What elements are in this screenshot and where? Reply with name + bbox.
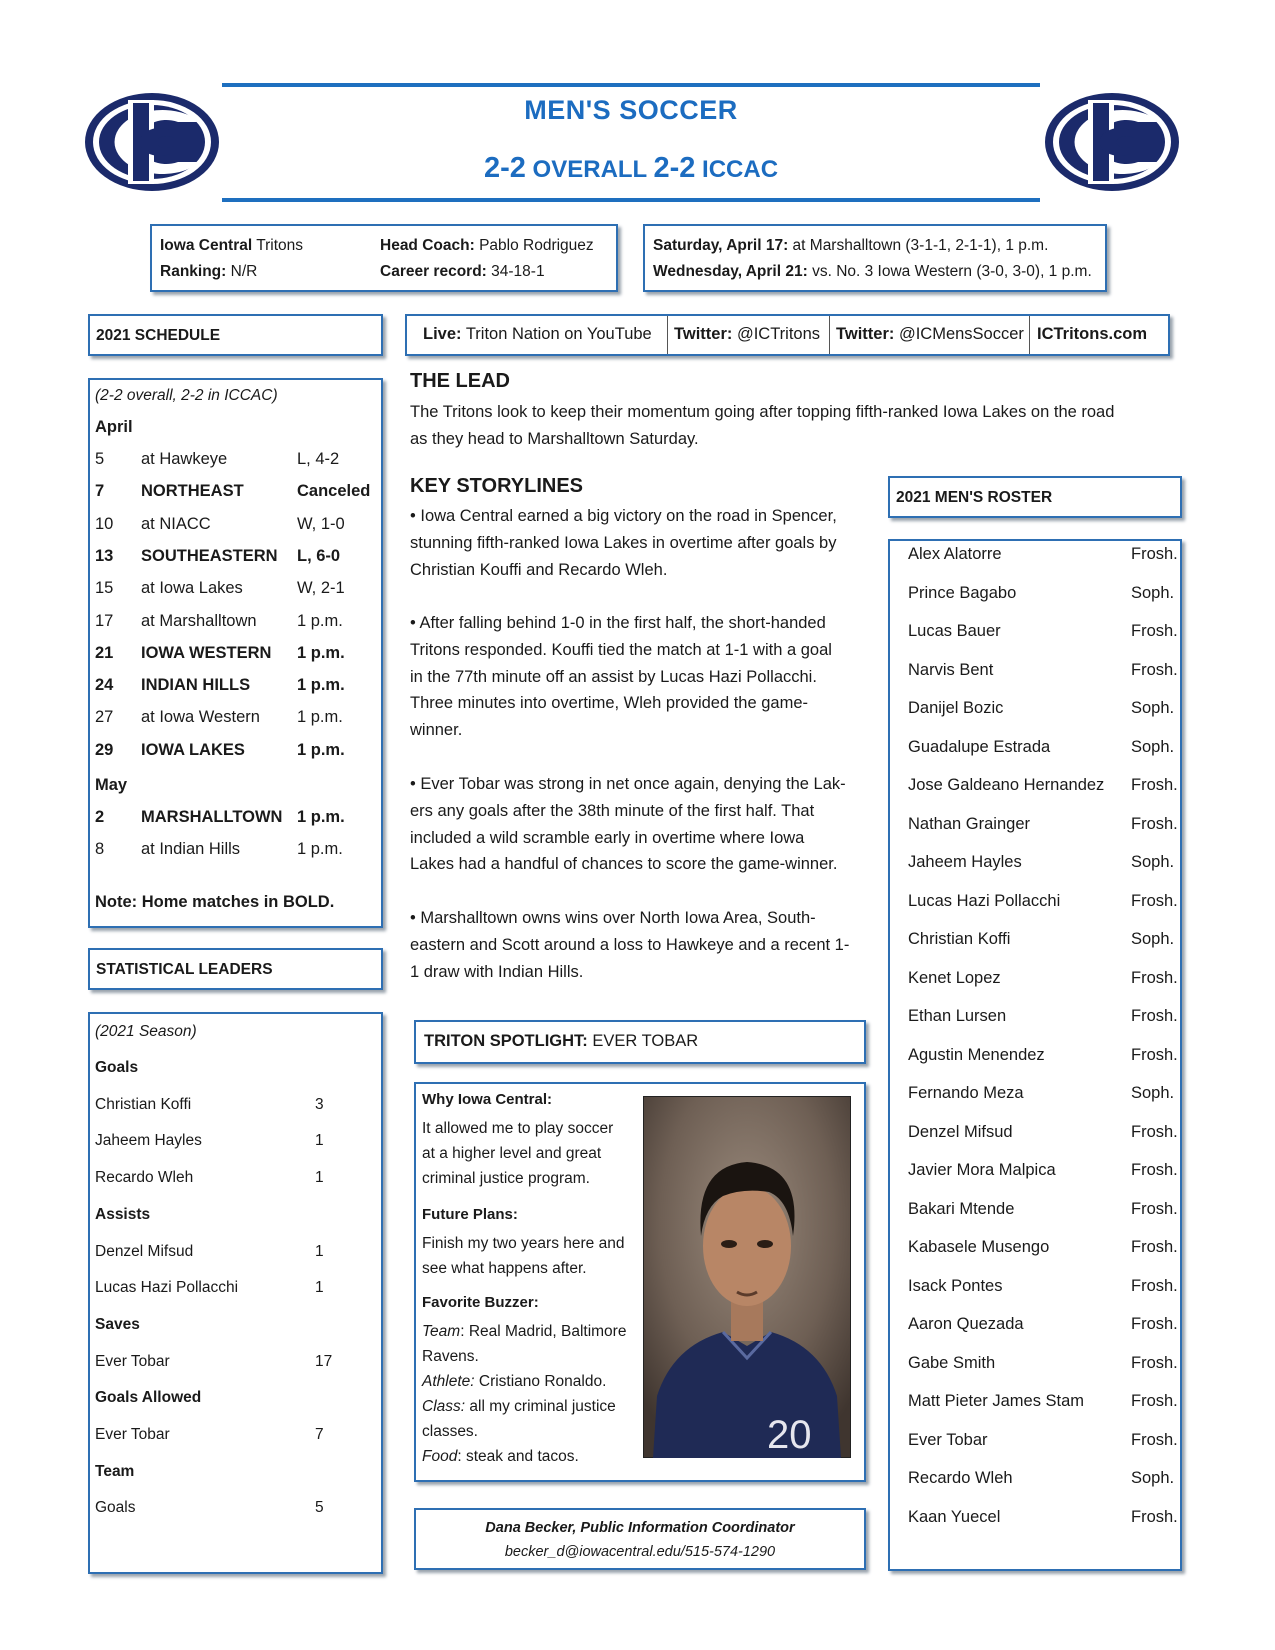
game-day: 10 [95, 514, 114, 533]
player-name: Aaron Quezada [908, 1315, 1024, 1333]
conf-record: 2-2 [653, 152, 696, 184]
game-day: 15 [95, 579, 114, 598]
player-class: Soph. [1131, 737, 1175, 756]
month-april: April [95, 418, 133, 436]
header-rule-bottom [222, 198, 1040, 202]
stats-heading: STATISTICAL LEADERS [96, 961, 273, 978]
fav-athlete-key: Athlete: [422, 1373, 475, 1390]
storyline-line: winner. [410, 721, 463, 740]
stat-player: Jaheem Hayles [95, 1132, 202, 1150]
schedule-heading: 2021 SCHEDULE [96, 327, 221, 344]
storyline-line: • Marshalltown owns wins over North Iowa Area, South- [410, 909, 816, 927]
twitter-menssoccer-link[interactable]: @ICMensSoccer [898, 325, 1024, 343]
game-day: 7 [95, 482, 105, 501]
player-class: Frosh. [1131, 1353, 1178, 1372]
player-name: Recardo Wleh [908, 1469, 1013, 1487]
following-game-date: Wednesday, April 21: [653, 263, 808, 280]
why-text [422, 1116, 613, 1191]
player-name: Matt Pieter James Stam [908, 1392, 1085, 1410]
storyline-line: included a wild scramble early in overtime where Iowa [410, 828, 805, 847]
player-class: Frosh. [1131, 776, 1178, 794]
stats-heading-box [88, 948, 383, 990]
head-coach [380, 237, 594, 255]
team-name-rest: Tritons [256, 237, 303, 254]
stat-value: 1 [315, 1169, 324, 1187]
player-name: Fernando Meza [908, 1084, 1024, 1102]
game-result: 1 p.m. [297, 840, 343, 859]
player-name: Jaheem Hayles [908, 853, 1022, 871]
player-class: Frosh. [1131, 1276, 1178, 1295]
media-bar [405, 314, 1170, 356]
player-name: Prince Bagabo [908, 583, 1017, 602]
following-game [653, 263, 1092, 281]
why-line: criminal justice program. [422, 1170, 590, 1187]
stats-category: Goals Allowed [95, 1389, 202, 1407]
player-class: Frosh. [1131, 1045, 1178, 1064]
stat-value: 3 [315, 1095, 324, 1113]
coach-value: Pablo Rodriguez [479, 237, 594, 254]
divider [829, 316, 830, 354]
schedule-note: Note: Home matches in BOLD. [95, 893, 335, 911]
fav-team-value-cont: Ravens. [422, 1348, 479, 1365]
storyline-line: • After falling behind 1-0 in the first half, the short-handed [410, 614, 826, 632]
fav-team-value: : Real Madrid, Baltimore [460, 1323, 627, 1340]
game-opponent: at NIACC [141, 514, 211, 533]
stat-player: Denzel Mifsud [95, 1242, 194, 1260]
game-opponent: SOUTHEASTERN [141, 546, 278, 565]
stat-player: Lucas Hazi Pollacchi [95, 1279, 239, 1297]
stat-value: 1 [315, 1242, 324, 1260]
storyline-line: ers any goals after the 38th minute of the first half. That [410, 801, 815, 820]
player-name: Isack Pontes [908, 1276, 1003, 1295]
lead-text-line: The Tritons look to keep their momentum going after topping fifth-ranked Iowa Lakes on the road [410, 403, 1115, 421]
game-day: 21 [95, 643, 114, 662]
divider [667, 316, 668, 354]
contact-box [414, 1508, 866, 1570]
stats-category: Team [95, 1462, 135, 1480]
upcoming-games-box [643, 224, 1107, 292]
player-name: Agustin Menendez [908, 1045, 1045, 1064]
stat-player: Ever Tobar [95, 1352, 170, 1370]
game-day: 24 [95, 676, 114, 695]
game-result: W, 1-0 [297, 514, 345, 533]
game-opponent: at Marshalltown [141, 611, 257, 630]
why-line: It allowed me to play soccer [422, 1120, 614, 1137]
website-text: ICTritons.com [1037, 325, 1148, 343]
ranking-label: Ranking: [160, 263, 227, 280]
game-result: 1 p.m. [297, 740, 345, 759]
player-name: Alex Alatorre [908, 545, 1002, 563]
spotlight-heading [424, 1032, 698, 1051]
roster-heading: 2021 MEN'S ROSTER [896, 489, 1053, 506]
stat-value: 1 [315, 1279, 324, 1297]
page-title: MEN'S SOCCER [524, 95, 738, 125]
player-name: Javier Mora Malpica [908, 1161, 1056, 1179]
game-result: L, 6-0 [297, 546, 341, 565]
fav-team [422, 1319, 626, 1344]
fav-athlete-value: Cristiano Ronaldo. [474, 1373, 607, 1390]
jersey-number: 20 [767, 1413, 812, 1457]
storyline-line: eastern and Scott around a loss to Hawkeye and a recent 1- [410, 935, 850, 954]
lead-heading: THE LEAD [410, 370, 510, 392]
live-label: Live: [423, 325, 462, 343]
game-opponent: INDIAN HILLS [141, 676, 251, 695]
player-name: Denzel Mifsud [908, 1122, 1013, 1141]
player-class: Soph. [1131, 699, 1175, 717]
live-stream [423, 325, 652, 344]
storyline-line: Three minutes into overtime, Wleh provided the game- [410, 694, 809, 713]
ic-logo-left-icon [82, 90, 222, 194]
stats-category: Goals [95, 1059, 139, 1076]
player-photo [643, 1096, 851, 1458]
player-class: Soph. [1131, 1084, 1175, 1102]
month-may: May [95, 776, 128, 794]
game-opponent: IOWA WESTERN [141, 643, 272, 662]
twitter-label: Twitter: [674, 325, 733, 343]
favorites-heading: Favorite Buzzer: [422, 1294, 539, 1311]
player-class: Frosh. [1131, 1122, 1178, 1141]
player-name: Gabe Smith [908, 1353, 996, 1372]
player-name: Christian Koffi [908, 930, 1011, 948]
divider [1029, 316, 1030, 354]
player-class: Frosh. [1131, 1199, 1178, 1218]
why-line: at a higher level and great [422, 1145, 602, 1162]
player-name: Jose Galdeano Hernandez [908, 776, 1105, 794]
spotlight-label: TRITON SPOTLIGHT: [424, 1032, 588, 1050]
player-class: Frosh. [1131, 545, 1178, 563]
stats-season: (2021 Season) [95, 1023, 197, 1040]
player-name: Danijel Bozic [908, 699, 1004, 717]
future-heading: Future Plans: [422, 1206, 518, 1223]
twitter-label: Twitter: [836, 325, 895, 343]
spotlight-heading-box [414, 1020, 866, 1064]
player-class: Soph. [1131, 583, 1175, 602]
contact-email-phone[interactable]: becker_d@iowacentral.edu/515-574-1290 [504, 1544, 776, 1560]
storyline-line: stunning fifth-ranked Iowa Lakes in overtime after goals by [410, 533, 837, 552]
player-name: Kabasele Musengo [908, 1238, 1050, 1256]
player-class: Frosh. [1131, 622, 1178, 640]
player-class: Soph. [1131, 853, 1175, 871]
game-result: 1 p.m. [297, 611, 343, 630]
career-record-value: 34-18-1 [491, 263, 545, 280]
fav-class-value-cont: classes. [422, 1423, 478, 1440]
player-class: Frosh. [1131, 1315, 1178, 1333]
game-day: 27 [95, 708, 114, 727]
game-day: 29 [95, 740, 114, 759]
fav-team-key: Team [422, 1323, 461, 1340]
game-day: 13 [95, 546, 114, 565]
player-name: Narvis Bent [908, 660, 994, 679]
overall-label: OVERALL [532, 156, 647, 183]
stat-player: Recardo Wleh [95, 1169, 194, 1187]
game-opponent: MARSHALLTOWN [141, 808, 283, 826]
storyline-line: • Iowa Central earned a big victory on the road in Spencer, [410, 507, 837, 525]
twitter-tritons-link[interactable]: @ICTritons [736, 325, 821, 343]
game-opponent: at Iowa Lakes [141, 579, 243, 598]
record-line [222, 152, 1040, 185]
storyline-line: Lakes had a handful of chances to score the game-winner. [410, 855, 838, 874]
spotlight-player: EVER TOBAR [592, 1032, 699, 1050]
next-game-detail: at Marshalltown (3-1-1, 2-1-1), 1 p.m. [792, 237, 1049, 254]
game-day: 17 [95, 611, 114, 630]
game-result: 1 p.m. [297, 643, 345, 662]
game-opponent: IOWA LAKES [141, 740, 245, 759]
schedule-heading-box [88, 314, 383, 356]
future-text [422, 1231, 624, 1281]
stat-player: Goals [95, 1499, 136, 1517]
game-opponent: at Indian Hills [141, 840, 241, 859]
player-name: Ever Tobar [908, 1430, 988, 1449]
storyline-line: 1 draw with Indian Hills. [410, 962, 584, 981]
youtube-link[interactable]: Triton Nation on YouTube [465, 325, 652, 343]
stat-player: Ever Tobar [95, 1426, 170, 1443]
player-class: Frosh. [1131, 1007, 1178, 1025]
game-result: 1 p.m. [297, 676, 345, 695]
player-class: Frosh. [1131, 1238, 1178, 1256]
stat-player: Christian Koffi [95, 1095, 192, 1113]
player-class: Frosh. [1131, 660, 1178, 679]
player-class: Frosh. [1131, 1507, 1178, 1526]
stat-value: 5 [315, 1499, 324, 1517]
game-opponent: NORTHEAST [141, 482, 244, 501]
schedule-record: (2-2 overall, 2-2 in ICCAC) [95, 387, 278, 404]
why-heading: Why Iowa Central: [422, 1091, 553, 1108]
header-rule-top [222, 83, 1040, 87]
roster-heading-box [888, 476, 1182, 518]
team-info-box [150, 224, 618, 292]
stats-category: Assists [95, 1205, 151, 1223]
team-name [160, 237, 303, 255]
game-day: 8 [95, 840, 105, 859]
game-opponent: at Iowa Western [141, 708, 260, 727]
storyline-line: in the 77th minute off an assist by Lucas Hazi Pollacchi. [410, 667, 817, 686]
game-result: 1 p.m. [297, 808, 345, 826]
player-class: Soph. [1131, 930, 1175, 948]
player-class: Frosh. [1131, 1161, 1178, 1179]
player-name: Lucas Bauer [908, 622, 1001, 640]
next-game [653, 237, 1048, 255]
player-class: Frosh. [1131, 891, 1178, 910]
career-record-label: Career record: [380, 263, 487, 280]
twitter-team [674, 325, 820, 344]
following-game-detail: vs. No. 3 Iowa Western (3-0, 3-0), 1 p.m. [812, 263, 1092, 280]
game-day: 2 [95, 808, 105, 826]
lead-text-line: as they head to Marshalltown Saturday. [410, 430, 699, 448]
storyline-line: Tritons responded. Kouffi tied the match at 1-1 with a goal [410, 640, 832, 659]
player-class: Frosh. [1131, 968, 1178, 987]
stat-value: 1 [315, 1132, 324, 1150]
fav-food-key: Food [422, 1448, 458, 1465]
fav-food-value: : steak and tacos. [457, 1448, 579, 1465]
player-class: Soph. [1131, 1469, 1175, 1487]
fav-food [422, 1444, 626, 1469]
overall-record: 2-2 [483, 152, 526, 184]
team-name-bold: Iowa Central [160, 237, 253, 254]
player-name: Kenet Lopez [908, 968, 1001, 987]
player-class: Frosh. [1131, 1392, 1178, 1410]
ranking [160, 263, 257, 281]
player-name: Guadalupe Estrada [908, 737, 1051, 756]
player-name: Bakari Mtende [908, 1199, 1015, 1218]
game-day: 5 [95, 450, 105, 468]
player-class: Frosh. [1131, 814, 1178, 833]
player-name: Nathan Grainger [908, 814, 1030, 833]
player-name: Lucas Hazi Pollacchi [908, 891, 1061, 910]
twitter-soccer [836, 325, 1024, 344]
storyline-line: Christian Kouffi and Recardo Wleh. [410, 560, 668, 579]
contact-name: Dana Becker, Public Information Coordinator [485, 1520, 795, 1536]
stat-value: 17 [315, 1352, 333, 1370]
career-record [380, 263, 545, 281]
stat-value: 7 [315, 1426, 324, 1443]
player-name: Ethan Lursen [908, 1007, 1007, 1025]
fav-class-value: all my criminal justice [465, 1398, 616, 1415]
future-line: Finish my two years here and [422, 1235, 625, 1252]
conf-label: ICCAC [702, 156, 779, 183]
player-name: Kaan Yuecel [908, 1507, 1001, 1526]
next-game-date: Saturday, April 17: [653, 237, 789, 254]
storyline-line: • Ever Tobar was strong in net once again, denying the Lak- [410, 775, 846, 793]
fav-class-key: Class: [422, 1398, 466, 1415]
storylines-heading: KEY STORYLINES [410, 475, 584, 497]
fav-athlete [422, 1369, 626, 1394]
ic-logo-right-icon [1042, 90, 1182, 194]
game-result: L, 4-2 [297, 450, 340, 468]
future-line: see what happens after. [422, 1260, 587, 1277]
game-result: 1 p.m. [297, 708, 343, 727]
game-result: W, 2-1 [297, 579, 345, 598]
fav-class [422, 1394, 626, 1419]
favorites-text [422, 1319, 626, 1469]
website-link[interactable] [1037, 325, 1147, 344]
player-class: Frosh. [1131, 1430, 1178, 1449]
coach-label: Head Coach: [380, 237, 475, 254]
stats-category: Saves [95, 1315, 140, 1333]
game-result: Canceled [297, 482, 371, 501]
ranking-value: N/R [230, 263, 258, 280]
game-opponent: at Hawkeye [141, 450, 228, 468]
